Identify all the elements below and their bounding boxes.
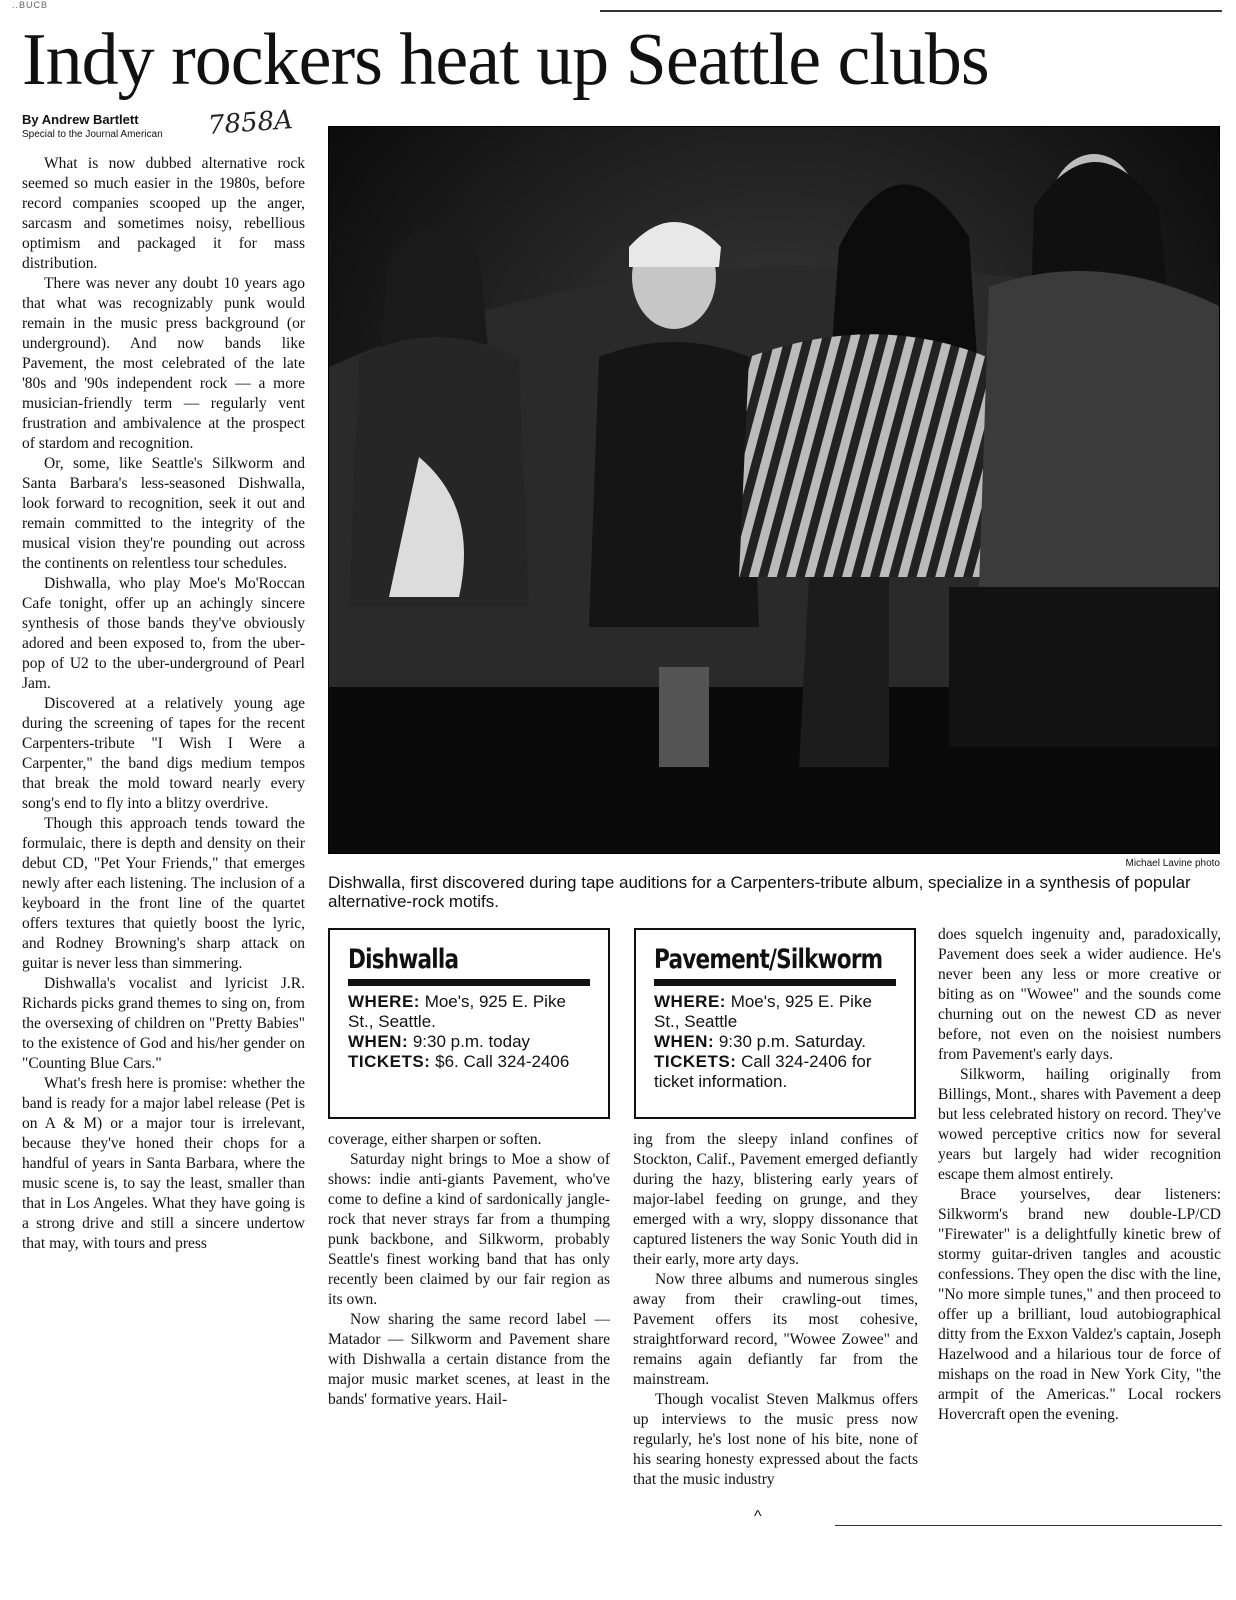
where-label: WHERE: <box>654 992 726 1011</box>
tickets-value: $6. Call 324-2406 <box>435 1052 570 1071</box>
paragraph: Or, some, like Seattle's Silkworm and Santa Barbara's less-seasoned Dishwalla, look forward to recognition, seek it out and remain committed to the integrity of the musical vision they're pounding out across the continents on relentless tour schedules. <box>22 455 305 572</box>
masthead-tag: ..BUCB <box>12 0 49 10</box>
paragraph: What's fresh here is promise: whether the band is ready for a major label release (Pet is on A & M) or a major tour is irrelevant, because they've honed their chops for a handful of years in Santa Barbara, where the music scene is, to say the least, smaller than that in Los Angeles. What they have going is a strong drive and still a sincere undertow that may, with tours and press <box>22 1075 305 1252</box>
paragraph: Discovered at a relatively young age during the screening of tapes for the recent Carpenters-tribute "I Wish I Were a Carpenter," the band digs medium tempos that break the mold toward nearly every song's end to fly into a blitzy overdrive. <box>22 695 305 812</box>
byline-affiliation: Special to the Journal American <box>22 129 163 140</box>
byline: By Andrew Bartlett <box>22 112 139 127</box>
when-value: 9:30 p.m. Saturday. <box>718 1032 866 1051</box>
article-column-2 <box>328 1130 610 1410</box>
infobox-rule <box>348 979 590 986</box>
where-value: Moe's, 925 E. Pike St., Seattle. <box>348 992 566 1031</box>
top-rule <box>600 10 1222 12</box>
paragraph: There was never any doubt 10 years ago that what was recognizably punk would remain in the music press background (or underground). And now bands like Pavement, the most celebrated of the late '80s and '90s independent rock — a more musician-friendly term — regularly vent frustration and ambivalence at the prospect of stardom and recognition. <box>22 275 305 452</box>
paragraph: Brace yourselves, dear listeners: Silkworm's brand new double-LP/CD "Firewater" is a delightfully kinetic brew of stormy guitar-driven tangles and acoustic confessions. They open the disc with the line, "No more simple tunes," and then proceed to offer up a brilliant, loud autobiographical ditty from the Exxon Valdez's captain, Joseph Hazelwood and a hilarious tour de force of mishaps on the road in New York City, "the armpit of the Americas." Local rockers Hovercraft open the evening. <box>938 1186 1221 1423</box>
when-label: WHEN: <box>654 1032 715 1051</box>
paragraph: Dishwalla's vocalist and lyricist J.R. Richards picks grand themes to sing on, from the oversexing of children on "Pretty Babies" to the existence of God and his/her gender on "Counting Blue Cars." <box>22 975 305 1072</box>
paragraph: Saturday night brings to Moe a show of shows: indie anti-giants Pavement, who've come to define a kind of sardonically jangle-rock that never strays far from a thumping punk backbone, and Silkworm, probably Seattle's finest working band that has only recently been claimed by our fair region as its own. <box>328 1151 610 1308</box>
paragraph: Though this approach tends toward the formulaic, there is depth and density on their debut CD, "Pet Your Friends," that emerges newly after each listening. The inclusion of a keyboard in the front line of the quartet offers textures that quietly boost the lyric, and Rodney Browning's sharp attack on guitar is never less than simmering. <box>22 815 305 972</box>
infobox-body <box>348 992 590 1072</box>
paragraph: ing from the sleepy inland confines of Stockton, Calif., Pavement emerged defiantly during the hazy, blistering early years of major-label feeding on grunge, and they emerged with a wry, sloppy dissonance that captured listeners the way Sonic Youth did in their early, more arty days. <box>633 1131 918 1268</box>
paragraph: Though vocalist Steven Malkmus offers up interviews to the music press now regularly, he's lost none of his bite, none of his searing honesty expressed about the facts that the music industry <box>633 1391 918 1488</box>
article-column-1 <box>22 154 305 1254</box>
infobox-title: Pavement/Silkworm <box>654 944 883 975</box>
bottom-rule <box>835 1525 1222 1526</box>
photo-caption: Dishwalla, first discovered during tape auditions for a Carpenters-tribute album, specialize in a synthesis of popular alternative-rock motifs. <box>328 873 1191 911</box>
paragraph: Now sharing the same record label — Matador — Silkworm and Pavement share with Dishwalla a certain distance from the major music market scenes, at least in the bands' formative years. Hail- <box>328 1311 610 1408</box>
when-value: 9:30 p.m. today <box>412 1032 531 1051</box>
article-column-4 <box>938 925 1221 1425</box>
paragraph: coverage, either sharpen or soften. <box>328 1131 542 1148</box>
tickets-value: Call 324-2406 for ticket information. <box>654 1052 872 1091</box>
where-value: Moe's, 925 E. Pike St., Seattle <box>654 992 872 1031</box>
paragraph: Silkworm, hailing originally from Billings, Mont., shares with Pavement a deep but less celebrated history on record. They've wowed perceptive critics now for several years but largely had wider recognition escape them almost entirely. <box>938 1066 1221 1183</box>
infobox-rule <box>654 979 896 986</box>
article-column-3 <box>633 1130 918 1490</box>
tickets-label: TICKETS: <box>654 1052 737 1071</box>
where-label: WHERE: <box>348 992 420 1011</box>
photo-credit: Michael Lavine photo <box>1125 858 1220 869</box>
handwritten-note: 7858A <box>207 105 294 141</box>
paragraph: What is now dubbed alternative rock seemed so much easier in the 1980s, before record companies scooped up the anger, sarcasm and sometimes noisy, rebellious optimism and packaged it for mass distribution. <box>22 155 305 272</box>
infobox-title: Dishwalla <box>348 944 459 975</box>
tickets-label: TICKETS: <box>348 1052 431 1071</box>
infobox-pavement-silkworm <box>634 928 916 1119</box>
infobox-body <box>654 992 896 1092</box>
band-photo <box>328 126 1220 854</box>
paragraph: does squelch ingenuity and, paradoxically, Pavement does seek a wider audience. He's never been any less or more creative or biting as on "Wowee" and the sounds come churning out on the newest CD as never before, not even on the noisiest numbers from Pavement's early days. <box>938 926 1221 1063</box>
continuation-mark: ^ <box>754 1508 762 1525</box>
paragraph: Now three albums and numerous singles away from their crawling-out times, Pavement offers its most cohesive, straightforward record, "Wowee Zowee" and remains again defiantly far from the mainstream. <box>633 1271 918 1388</box>
band-photo-illustration <box>329 127 1220 854</box>
headline: Indy rockers heat up Seattle clubs <box>22 19 989 101</box>
infobox-dishwalla <box>328 928 610 1119</box>
paragraph: Dishwalla, who play Moe's Mo'Roccan Cafe tonight, offer up an achingly sincere synthesis of those bands they've obviously adored and been exposed to, from the uber-pop of U2 to the uber-underground of Pearl Jam. <box>22 575 305 692</box>
when-label: WHEN: <box>348 1032 409 1051</box>
